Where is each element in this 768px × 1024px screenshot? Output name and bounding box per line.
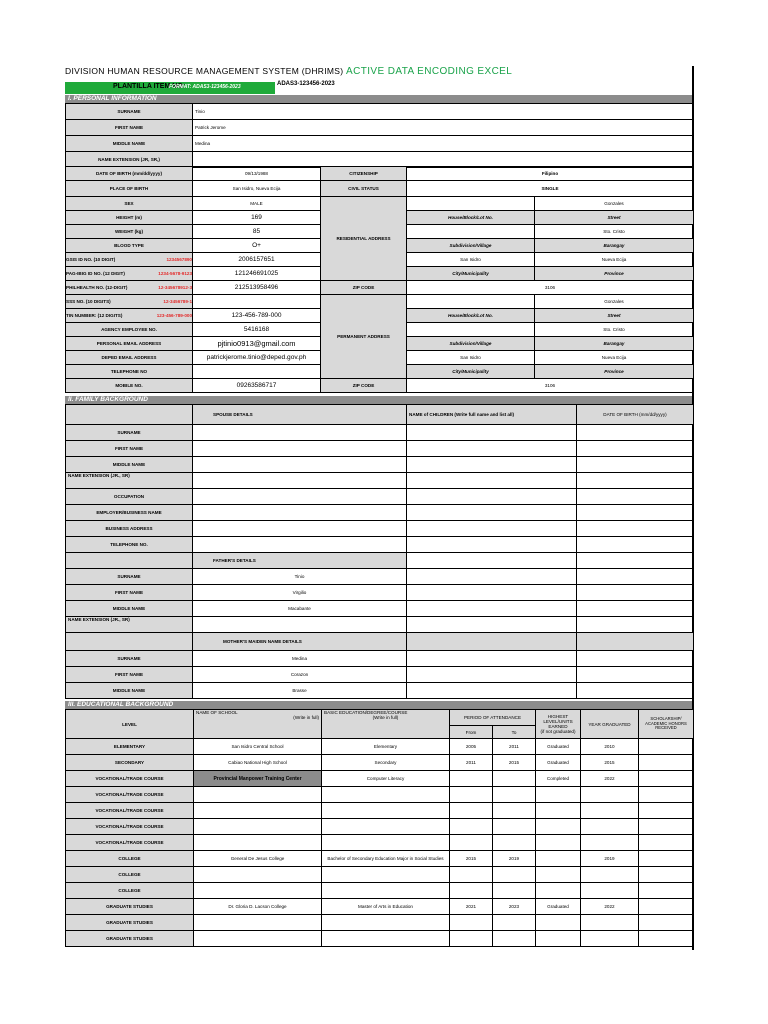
middle-name-label: MIDDLE NAME — [66, 136, 193, 152]
pob-field[interactable]: San Isidro, Nueva Ecija — [193, 181, 321, 197]
telephone-label: TELEPHONE NO — [66, 365, 193, 379]
edu-units-field[interactable] — [536, 867, 581, 883]
child-name-field[interactable] — [407, 521, 577, 537]
surname-field[interactable]: Tinio — [193, 104, 694, 120]
child-dob-field[interactable] — [577, 601, 694, 617]
child-dob-field[interactable] — [577, 617, 694, 633]
edu-to-field[interactable] — [493, 819, 536, 835]
weight-label: WEIGHT (kg) — [66, 225, 193, 239]
section-family: II. FAMILY BACKGROUND — [65, 396, 692, 404]
deped-email-field[interactable]: patrickjerome.tinio@deped.gov.ph — [193, 351, 321, 365]
father-middle-name-field[interactable]: Macabante — [193, 601, 407, 617]
edu-to-field[interactable] — [493, 803, 536, 819]
spouse-middle-name-field[interactable] — [193, 457, 407, 473]
dob-label: DATE OF BIRTH (mm/dd/yyyy) — [66, 167, 193, 181]
child-dob-field[interactable] — [577, 537, 694, 553]
edu-year-field[interactable] — [581, 835, 639, 851]
spouse-name-ext-label: NAME EXTENSION (JR., SR) — [66, 473, 193, 489]
edu-units-field[interactable] — [536, 883, 581, 899]
edu-units-field[interactable]: Graduated — [536, 739, 581, 755]
surname-label: SURNAME — [66, 104, 193, 120]
edu-units-field[interactable] — [536, 787, 581, 803]
child-name-field[interactable] — [407, 651, 577, 667]
edu-honors-field[interactable] — [639, 931, 694, 947]
edu-to-field[interactable]: 2023 — [493, 899, 536, 915]
father-name-ext-field[interactable] — [193, 617, 407, 633]
mother-middle-name-label: MIDDLE NAME — [66, 683, 193, 699]
perm-subdivision-field[interactable] — [407, 323, 535, 337]
philhealth-field[interactable]: 212513958496 — [193, 281, 321, 295]
child-dob-field[interactable] — [577, 569, 694, 585]
res-city-label: City/Municipality — [407, 267, 535, 281]
father-first-name-field[interactable]: Virgilio — [193, 585, 407, 601]
edu-from-field[interactable]: 2021 — [450, 899, 493, 915]
edu-to-field[interactable] — [493, 867, 536, 883]
family-table — [65, 404, 694, 699]
res-barangay-label: Barangay — [535, 239, 694, 253]
tin-label: TIN NUMBER: (12 DIGITS) — [66, 313, 123, 318]
child-name-field[interactable] — [407, 505, 577, 521]
section-personal: I. PERSONAL INFORMATION — [65, 95, 692, 103]
child-dob-field[interactable] — [577, 667, 694, 683]
tin-hint: 123-456-789-000 — [156, 313, 192, 318]
edu-year-header: YEAR GRADUATED — [581, 710, 639, 739]
edu-row — [66, 899, 694, 915]
mother-header: MOTHER'S MAIDEN NAME DETAILS — [193, 633, 407, 651]
civil-status-label: CIVIL STATUS — [321, 181, 407, 197]
spouse-first-name-field[interactable] — [193, 441, 407, 457]
edu-from-field[interactable]: 2011 — [450, 755, 493, 771]
mother-header-left — [66, 633, 193, 651]
edu-honors-field[interactable] — [639, 867, 694, 883]
edu-to-field[interactable] — [493, 771, 536, 787]
child-name-field[interactable] — [407, 553, 577, 569]
edu-honors-field[interactable] — [639, 787, 694, 803]
res-street-field[interactable]: Gonzales — [535, 197, 694, 211]
child-dob-field[interactable] — [577, 521, 694, 537]
sss-label: SSS NO. (10 DIGITS) — [66, 299, 111, 304]
edu-honors-header: SCHOLARSHIP/ ACADEMIC HONORS RECEIVED — [639, 710, 694, 739]
pagibig-label-cell — [66, 267, 193, 281]
middle-name-field[interactable]: Medina — [193, 136, 694, 152]
first-name-label: FIRST NAME — [66, 120, 193, 136]
res-zip-field[interactable]: 3106 — [407, 281, 694, 295]
edu-honors-field[interactable] — [639, 771, 694, 787]
edu-to-field[interactable] — [493, 787, 536, 803]
edu-from-field[interactable] — [450, 819, 493, 835]
edu-row — [66, 851, 694, 867]
child-dob-field[interactable] — [577, 683, 694, 699]
child-name-field[interactable] — [407, 601, 577, 617]
edu-year-field[interactable]: 2015 — [581, 755, 639, 771]
edu-level-label: VOCATIONAL/TRADE COURSE — [66, 803, 194, 819]
edu-from-field[interactable] — [450, 931, 493, 947]
edu-row — [66, 755, 694, 771]
permanent-address-label: PERMANENT ADDRESS — [321, 295, 407, 379]
edu-from-field[interactable]: 2005 — [450, 739, 493, 755]
sss-label-cell — [66, 295, 193, 309]
edu-year-field[interactable]: 2022 — [581, 899, 639, 915]
edu-units-field[interactable]: Completed — [536, 771, 581, 787]
spouse-name-ext-field[interactable] — [193, 473, 407, 489]
edu-level-label: VOCATIONAL/TRADE COURSE — [66, 819, 194, 835]
father-header: FATHER'S DETAILS — [193, 553, 407, 569]
res-barangay-field[interactable]: Sto. Cristo — [535, 225, 694, 239]
edu-from-field[interactable] — [450, 915, 493, 931]
father-name-ext-label: NAME EXTENSION (JR., SR) — [66, 617, 193, 633]
res-province-field[interactable]: Nueva Ecija — [535, 253, 694, 267]
height-label: HEIGHT (m) — [66, 211, 193, 225]
father-surname-field[interactable]: Tinio — [193, 569, 407, 585]
edu-row — [66, 819, 694, 835]
perm-barangay-label: Barangay — [535, 337, 694, 351]
sss-hint: 12-3456789-1 — [163, 299, 192, 304]
plantilla-bar — [65, 82, 275, 94]
height-field[interactable]: 169 — [193, 211, 321, 225]
dob-field[interactable]: 09/13/1988 — [193, 167, 321, 181]
spouse-business-address-field[interactable] — [193, 521, 407, 537]
spouse-header-left — [66, 405, 193, 425]
edu-school-field[interactable]: General De Jesus College — [194, 851, 322, 867]
res-subdivision-label: Subdivision/Village — [407, 239, 535, 253]
edu-school-field[interactable]: Cabiao National High School — [194, 755, 322, 771]
deped-email-label: DEPED EMAIL ADDRESS — [66, 351, 193, 365]
res-house-label: House/Block/Lot No. — [407, 211, 535, 225]
gsis-label: GSIS ID NO. (10 DIGIT) — [66, 257, 116, 262]
sex-label: SEX — [66, 197, 193, 211]
edu-course-field[interactable]: Elementary — [322, 739, 450, 755]
perm-house-field[interactable] — [407, 295, 535, 309]
edu-to-header: To — [493, 726, 536, 739]
perm-subdivision-label: Subdivision/Village — [407, 337, 535, 351]
edu-level-label: GRADUATE STUDIES — [66, 915, 194, 931]
edu-course-header: BASIC EDUCATION/DEGREE/COURSE (Write in full) — [322, 710, 450, 739]
edu-honors-field[interactable] — [639, 883, 694, 899]
blood-type-field[interactable]: O+ — [193, 239, 321, 253]
child-dob-field[interactable] — [577, 457, 694, 473]
edu-to-field[interactable] — [493, 915, 536, 931]
spouse-telephone-field[interactable] — [193, 537, 407, 553]
edu-to-field[interactable]: 2019 — [493, 851, 536, 867]
spouse-business-address-label: BUSINESS ADDRESS — [66, 521, 193, 537]
child-name-field[interactable] — [407, 667, 577, 683]
spouse-middle-name-label: MIDDLE NAME — [66, 457, 193, 473]
philhealth-hint: 12-345678912-3 — [158, 285, 192, 290]
child-dob-field[interactable] — [577, 441, 694, 457]
edu-school-field[interactable]: San Isidro Central School — [194, 739, 322, 755]
edu-to-field[interactable]: 2011 — [493, 739, 536, 755]
res-street-label: Street — [535, 211, 694, 225]
res-city-field[interactable]: San Isidro — [407, 253, 535, 267]
first-name-field[interactable]: Patrick Jerome — [193, 120, 694, 136]
res-province-label: Province — [535, 267, 694, 281]
edu-course-field[interactable] — [322, 915, 450, 931]
telephone-field[interactable] — [193, 365, 321, 379]
child-name-field[interactable] — [407, 537, 577, 553]
perm-province-field[interactable]: Nueva Ecija — [535, 351, 694, 365]
edu-honors-field[interactable] — [639, 739, 694, 755]
edu-from-field[interactable] — [450, 835, 493, 851]
edu-to-field[interactable]: 2015 — [493, 755, 536, 771]
edu-row — [66, 883, 694, 899]
weight-field[interactable]: 85 — [193, 225, 321, 239]
philhealth-label-cell — [66, 281, 193, 295]
edu-from-field[interactable] — [450, 787, 493, 803]
perm-zip-label: ZIP CODE — [321, 379, 407, 393]
edu-level-label: ELEMENTARY — [66, 739, 194, 755]
spouse-employer-field[interactable] — [193, 505, 407, 521]
mother-surname-label: SURNAME — [66, 651, 193, 667]
spouse-occupation-label: OCCUPATION — [66, 489, 193, 505]
edu-school-field[interactable] — [194, 915, 322, 931]
child-name-field[interactable] — [407, 441, 577, 457]
edu-course-field[interactable]: Master of Arts in Education — [322, 899, 450, 915]
edu-level-label: VOCATIONAL/TRADE COURSE — [66, 787, 194, 803]
edu-row — [66, 787, 694, 803]
edu-row — [66, 771, 694, 787]
child-name-field[interactable] — [407, 489, 577, 505]
civil-status-field[interactable]: SINGLE — [407, 181, 694, 197]
mother-first-name-label: FIRST NAME — [66, 667, 193, 683]
personal-name-table — [65, 103, 694, 168]
mother-surname-field[interactable]: Medina — [193, 651, 407, 667]
child-dob-field[interactable] — [577, 651, 694, 667]
education-table — [65, 709, 694, 947]
edu-course-field[interactable]: Computer Literacy — [322, 771, 450, 787]
edu-honors-field[interactable] — [639, 851, 694, 867]
edu-row — [66, 915, 694, 931]
gsis-label-cell — [66, 253, 193, 267]
child-dob-field[interactable] — [577, 425, 694, 441]
edu-honors-field[interactable] — [639, 835, 694, 851]
edu-units-field[interactable] — [536, 819, 581, 835]
edu-school-header: NAME OF SCHOOL (Write in full) — [194, 710, 322, 739]
edu-school-field[interactable] — [194, 931, 322, 947]
pagibig-label: PAG-IBIG ID NO. (12 DIGIT) — [66, 271, 125, 276]
perm-house-label: House/Block/Lot No. — [407, 309, 535, 323]
spouse-employer-label: EMPLOYER/BUSINESS NAME — [66, 505, 193, 521]
edu-from-field[interactable] — [450, 867, 493, 883]
edu-level-label: VOCATIONAL/TRADE COURSE — [66, 835, 194, 851]
sex-field[interactable]: MALE — [193, 197, 321, 211]
edu-level-header: LEVEL — [66, 710, 194, 739]
child-dob-field[interactable] — [577, 505, 694, 521]
edu-units-header: HIGHEST LEVEL/UNITS EARNED (if not graduated) — [536, 710, 581, 739]
agency-field[interactable]: 5416168 — [193, 323, 321, 337]
edu-from-field[interactable] — [450, 803, 493, 819]
perm-street-field[interactable]: Gonzales — [535, 295, 694, 309]
tin-label-cell — [66, 309, 193, 323]
edu-course-field[interactable] — [322, 867, 450, 883]
children-gray-cell — [407, 633, 577, 651]
edu-course-field[interactable] — [322, 883, 450, 899]
edu-honors-field[interactable] — [639, 803, 694, 819]
gsis-field[interactable]: 2006157651 — [193, 253, 321, 267]
edu-school-field[interactable] — [194, 883, 322, 899]
agency-label: AGENCY EMPLOYEE NO. — [66, 323, 193, 337]
edu-level-label: GRADUATE STUDIES — [66, 899, 194, 915]
child-name-field[interactable] — [407, 617, 577, 633]
personal-email-label: PERSONAL EMAIL ADDRESS — [66, 337, 193, 351]
child-dob-field[interactable] — [577, 585, 694, 601]
citizenship-field[interactable]: Filipino — [407, 167, 694, 181]
spouse-occupation-field[interactable] — [193, 489, 407, 505]
edu-honors-field[interactable] — [639, 819, 694, 835]
edu-row — [66, 739, 694, 755]
children-header: NAME of CHILDREN (Write full name and list all) — [407, 405, 577, 425]
blood-type-label: BLOOD TYPE — [66, 239, 193, 253]
res-zip-label: ZIP CODE — [321, 281, 407, 295]
spouse-telephone-label: TELEPHONE NO. — [66, 537, 193, 553]
edu-year-field[interactable] — [581, 931, 639, 947]
res-house-field[interactable] — [407, 197, 535, 211]
edu-level-label: SECONDARY — [66, 755, 194, 771]
edu-units-field[interactable] — [536, 803, 581, 819]
edu-period-header: PERIOD OF ATTENDANCE — [450, 710, 536, 726]
spouse-header: SPOUSE DETAILS — [193, 405, 407, 425]
edu-course-field[interactable] — [322, 787, 450, 803]
section-education: III. EDUCATIONAL BACKGROUND — [65, 701, 692, 709]
mother-first-name-field[interactable]: Corazon — [193, 667, 407, 683]
edu-year-field[interactable] — [581, 819, 639, 835]
child-name-field[interactable] — [407, 457, 577, 473]
edu-units-field[interactable] — [536, 931, 581, 947]
edu-course-field[interactable] — [322, 803, 450, 819]
edu-school-field[interactable] — [194, 867, 322, 883]
system-title: DIVISION HUMAN RESOURCE MANAGEMENT SYSTEM (DHRIMS) — [65, 66, 344, 76]
edu-units-field[interactable] — [536, 915, 581, 931]
child-name-field[interactable] — [407, 569, 577, 585]
perm-province-label: Province — [535, 365, 694, 379]
personal-email-field[interactable]: pjtinio0913@gmail.com — [193, 337, 321, 351]
child-dob-field[interactable] — [577, 489, 694, 505]
personal-details-table — [65, 166, 694, 393]
children-dob-header: DATE OF BIRTH (mm/dd/yyyy) — [577, 405, 694, 425]
perm-city-field[interactable]: San Isidro — [407, 351, 535, 365]
plantilla-format: FORMAT: ADAS3-123456-2023 — [169, 84, 241, 90]
edu-school-field[interactable] — [194, 803, 322, 819]
edu-row — [66, 835, 694, 851]
pob-label: PLACE OF BIRTH — [66, 181, 193, 197]
edu-to-field[interactable] — [493, 931, 536, 947]
tin-field[interactable]: 123-456-789-000 — [193, 309, 321, 323]
edu-level-label: COLLEGE — [66, 851, 194, 867]
edu-level-label: GRADUATE STUDIES — [66, 931, 194, 947]
edu-school-field[interactable] — [194, 787, 322, 803]
edu-course-field[interactable] — [322, 819, 450, 835]
edu-to-field[interactable] — [493, 835, 536, 851]
mother-middle-name-field[interactable]: Brasse — [193, 683, 407, 699]
perm-street-label: Street — [535, 309, 694, 323]
pagibig-hint: 1234-5678-9123 — [158, 271, 192, 276]
edu-level-label: VOCATIONAL/TRADE COURSE — [66, 771, 194, 787]
citizenship-label: CITIZENSHIP — [321, 167, 407, 181]
child-dob-field[interactable] — [577, 473, 694, 489]
edu-from-field[interactable]: 2015 — [450, 851, 493, 867]
edu-year-field[interactable] — [581, 883, 639, 899]
philhealth-label: PHILHEALTH NO. (12-DIGIT) — [66, 285, 128, 290]
edu-school-field[interactable] — [194, 819, 322, 835]
child-name-field[interactable] — [407, 473, 577, 489]
mobile-field[interactable]: 09263586717 — [193, 379, 321, 393]
pagibig-field[interactable]: 121246691025 — [193, 267, 321, 281]
name-ext-label: NAME EXTENSION (JR, SR,) — [66, 152, 193, 168]
plantilla-value[interactable]: ADAS3-123456-2023 — [277, 81, 335, 87]
edu-honors-field[interactable] — [639, 755, 694, 771]
child-name-field[interactable] — [407, 585, 577, 601]
edu-units-field[interactable] — [536, 835, 581, 851]
edu-row — [66, 867, 694, 883]
edu-school-field[interactable]: Provincial Manpower Training Center — [194, 771, 322, 787]
edu-units-field[interactable]: Graduated — [536, 899, 581, 915]
gsis-hint: 1234567890 — [166, 257, 192, 262]
perm-city-label: City/Municipality — [407, 365, 535, 379]
edu-school-field[interactable] — [194, 835, 322, 851]
edu-course-field[interactable]: Bachelor of Secondary Education Major in Social Studies — [322, 851, 450, 867]
edu-year-field[interactable]: 2022 — [581, 771, 639, 787]
edu-level-label: COLLEGE — [66, 867, 194, 883]
father-first-name-label: FIRST NAME — [66, 585, 193, 601]
edu-level-label: COLLEGE — [66, 883, 194, 899]
edu-from-field[interactable] — [450, 771, 493, 787]
children-gray-cell — [577, 633, 694, 651]
edu-school-field[interactable]: Dr. Gloria D. Lacson College — [194, 899, 322, 915]
edu-units-field[interactable] — [536, 851, 581, 867]
plantilla-label: PLANTILLA ITEM NO: — [113, 83, 186, 90]
perm-barangay-field[interactable]: Sto. Cristo — [535, 323, 694, 337]
edu-honors-field[interactable] — [639, 899, 694, 915]
page-title — [65, 66, 512, 77]
res-subdivision-field[interactable] — [407, 225, 535, 239]
mobile-label: MOBILE NO. — [66, 379, 193, 393]
edu-to-field[interactable] — [493, 883, 536, 899]
edu-units-field[interactable]: Graduated — [536, 755, 581, 771]
edu-year-field[interactable] — [581, 787, 639, 803]
father-header-left — [66, 553, 193, 569]
edu-year-field[interactable] — [581, 867, 639, 883]
sss-field[interactable] — [193, 295, 321, 309]
subtitle: ACTIVE DATA ENCODING EXCEL — [346, 66, 513, 77]
edu-course-field[interactable] — [322, 835, 450, 851]
edu-row — [66, 803, 694, 819]
edu-year-field[interactable] — [581, 803, 639, 819]
spouse-surname-label: SURNAME — [66, 425, 193, 441]
edu-honors-field[interactable] — [639, 915, 694, 931]
father-surname-label: SURNAME — [66, 569, 193, 585]
edu-year-field[interactable]: 2010 — [581, 739, 639, 755]
edu-year-field[interactable] — [581, 915, 639, 931]
edu-from-header: From — [450, 726, 493, 739]
edu-row — [66, 931, 694, 947]
edu-course-field[interactable]: Secondary — [322, 755, 450, 771]
spouse-surname-field[interactable] — [193, 425, 407, 441]
child-dob-field[interactable] — [577, 553, 694, 569]
father-middle-name-label: MIDDLE NAME — [66, 601, 193, 617]
spouse-first-name-label: FIRST NAME — [66, 441, 193, 457]
perm-zip-field[interactable]: 3106 — [407, 379, 694, 393]
child-name-field[interactable] — [407, 425, 577, 441]
child-name-field[interactable] — [407, 683, 577, 699]
edu-year-field[interactable]: 2019 — [581, 851, 639, 867]
edu-from-field[interactable] — [450, 883, 493, 899]
edu-course-field[interactable] — [322, 931, 450, 947]
residential-address-label: RESIDENTIAL ADDRESS — [321, 197, 407, 281]
